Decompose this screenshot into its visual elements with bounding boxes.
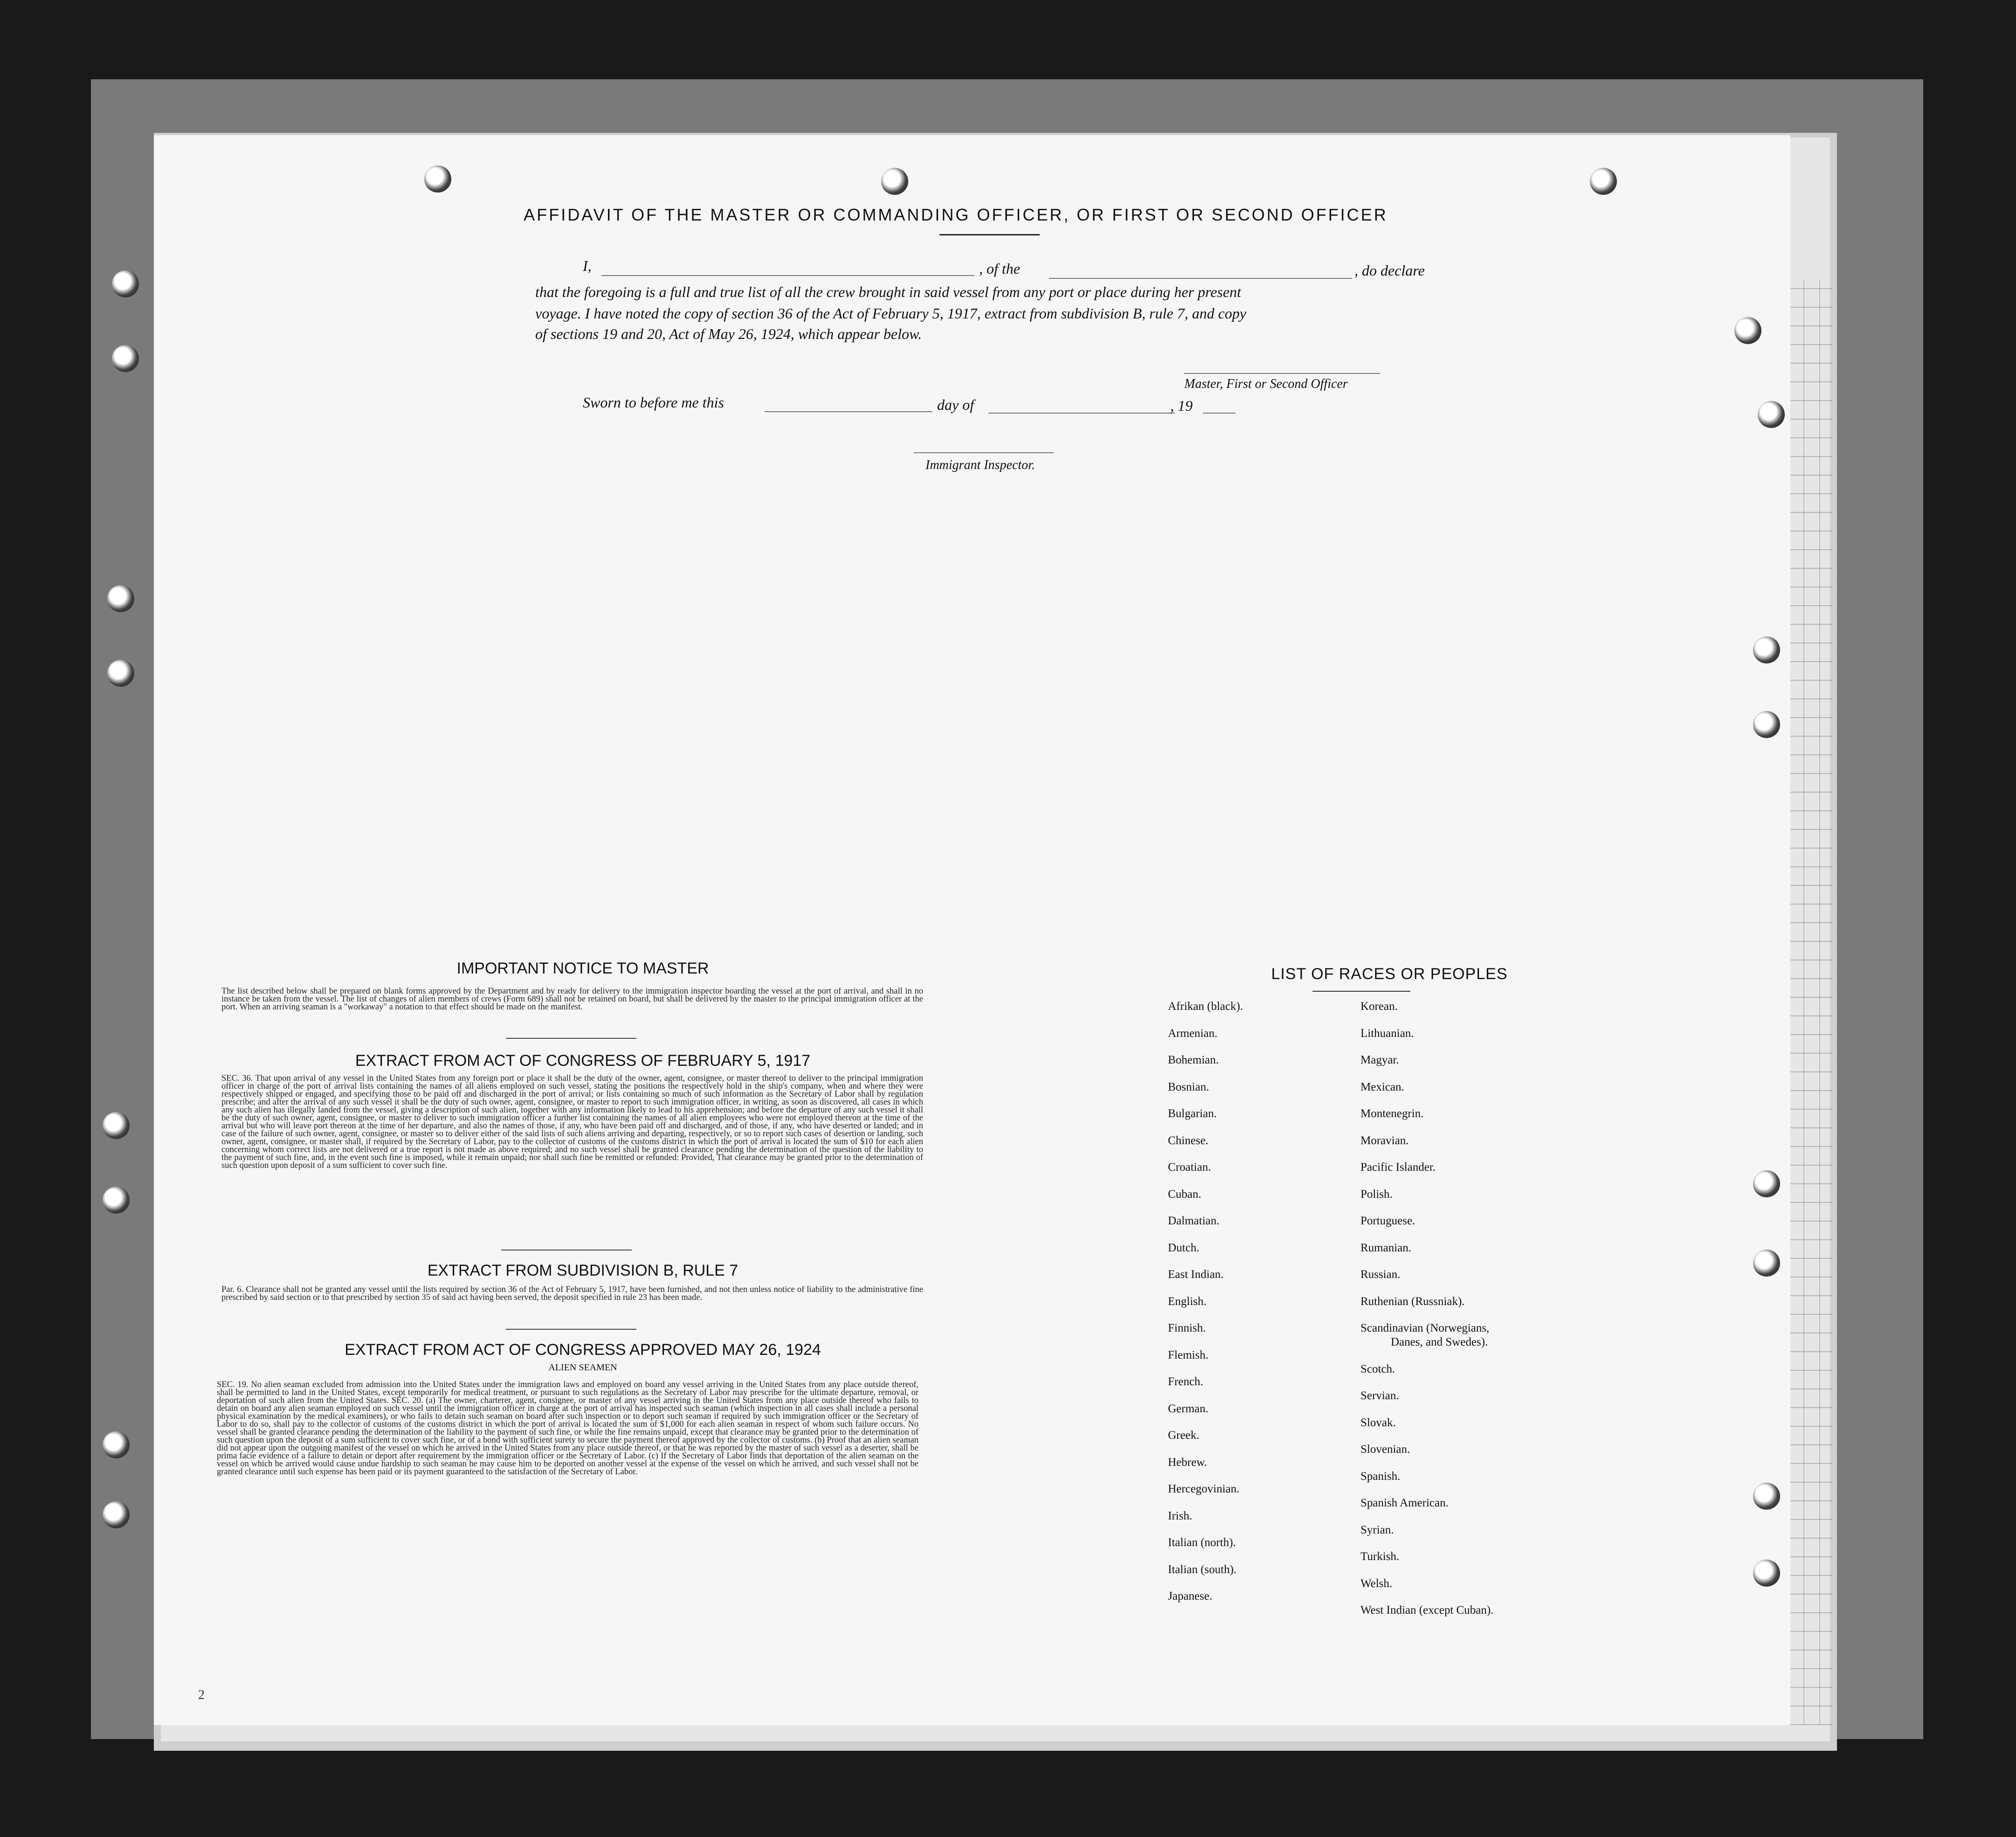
race-item: Rumanian. [1360,1241,1412,1254]
punch-hole [1753,711,1780,738]
race-item: Welsh. [1360,1577,1393,1590]
declaration-line-2: that the foregoing is a full and true list of all the crew brought in said vessel from any port or place during her present [535,283,1241,300]
race-item: Flemish. [1168,1348,1208,1361]
race-item: Ruthenian (Russniak). [1360,1295,1465,1308]
extract-1924-heading: EXTRACT FROM ACT OF CONGRESS APPROVED MAY 26, 1924 [345,1341,821,1359]
punch-hole [107,660,134,687]
race-item: Irish. [1168,1509,1193,1522]
race-item: Greek. [1168,1429,1200,1442]
inspector-label: Immigrant Inspector. [925,458,1035,472]
race-item: Italian (south). [1168,1563,1237,1576]
race-item: Bohemian. [1168,1054,1219,1066]
declaration-of-the: , of the [979,260,1020,277]
affidavit-title: AFFIDAVIT OF THE MASTER OR COMMANDING OFFICER, OR FIRST OR SECOND OFFICER [524,205,1388,224]
race-item: East Indian. [1168,1268,1224,1281]
inspector-signature-line[interactable] [914,452,1054,453]
declaration-line-3: voyage. I have noted the copy of section 36 of the Act of February 5, 1917, extract from subdivision B, rule 7, and copy [535,305,1246,322]
notice-text: The list described below shall be prepared on blank forms approved by the Department and by ready for delivery to the immigration inspector boarding the vessel at the port of arrival, and shall in no instance be taken from the vessel. The list of changes of alien members of crews (Form 689) shall not be retained on board, but shall be delivered by the master to the principal immigration officer at the port. When an arriving seaman is a "workaway" a notation to that effect should be made on the manifest. [221,988,923,1012]
punch-hole [1753,1483,1780,1510]
race-item: Korean. [1360,1000,1398,1013]
declaration-i: I, [583,257,592,274]
race-item: Croatian. [1168,1161,1211,1174]
race-item: Portuguese. [1360,1215,1415,1227]
race-item: Italian (north). [1168,1536,1236,1549]
race-item: German. [1168,1402,1208,1415]
punch-hole [881,168,908,195]
extract-1917-text: SEC. 36. That upon arrival of any vessel in the United States from any foreign port or place it shall be the duty of the owner, agent, consignee, or master thereof to deliver to the principal immigration officer in charge of the port of arrival lists containing the names of all aliens employed on such vessel, stating the positions the respectively hold in the ship's company, when and where they were respectively shipped or engaged, and specifying those to be paid off and discharged in the port of arrival; or lists containing so much of such information as the Secretary of Labor shall by regulation prescribe; and after the arrival of any such vessel it shall be the duty of such owner, agent, consignee, or master to report to such immigration officer, in writing, as soon as discovered, all cases in which any such alien has illegally landed from the vessel, giving a description of such alien, together with any information likely to lead to his apprehension; and before the departure of any such vessel it shall be the duty of such owner, agent, consignee, or master to deliver to such immigration officer a further list containing the names of all alien employees who were not employed thereon at the time of the arrival but who will leave port thereon at the time of her departure, and also the names of those, if any, who have been paid off and discharged, and of those, if any, who have deserted or landed; and in case of the failure of such owner, agent, consignee, or master so to deliver either of the said lists of such aliens arriving and departing, respectively, or so to report such cases of desertion or landing, such owner, agent, consignee, or master shall, if required by the Secretary of Labor, pay to the collector of customs of the customs district in which the port of arrival is located the sum of $10 for each alien concerning whom correct lists are not delivered or a true report is not made as above required; and no such vessel shall be granted clearance pending the determination of the question of the liability to the payment of such fine, and, in the event such fine is imposed, while it remain unpaid; nor shall such fine be remitted or refunded: Provided, That clearance may be granted prior to the determination of such question upon deposit of a sum sufficient to cover such fine. [221,1075,923,1170]
sworn-label: Sworn to before me this [583,394,724,411]
race-item: Dutch. [1168,1241,1200,1254]
race-item: Slovenian. [1360,1443,1410,1456]
punch-hole [1753,1250,1780,1277]
race-item: Scotch. [1360,1362,1395,1375]
race-item: French. [1168,1375,1203,1388]
punch-hole [112,270,139,297]
notice-heading: IMPORTANT NOTICE TO MASTER [456,960,709,977]
race-item: Chinese. [1168,1134,1208,1147]
race-item: West Indian (except Cuban). [1360,1604,1494,1616]
race-item: Spanish. [1360,1470,1401,1483]
race-item: Mexican. [1360,1080,1404,1093]
extract-1924-text: SEC. 19. No alien seaman excluded from admission into the United States under the immigration laws and employed on board any vessel arriving in the United States from any place outside thereof, shall be permitted to land in the United States, except temporarily for medical treatment, or pursuant to such regulations as the Secretary of Labor may prescribe for the ultimate departure, removal, or deportation of such alien from the United States. SEC. 20. (a) The owner, charterer, agent, consignee, or master of any vessel arriving in the United States from any place outside thereof who fails to detain on board any alien seaman employed on such vessel until the immigration officer in charge at the port of arrival has inspected such seaman (which inspection in all cases shall include a personal physical examination by the medical examiners), or who fails to detain such seaman on board after such inspection or to deport such seaman if required by such immigration officer or the Secretary of Labor to do so, shall pay to the collector of customs of the customs district in which the port of arrival is located the sum of $1,000 for each alien seaman in respect of whom such failure occurs. No vessel shall be granted clearance pending the determination of the liability to the payment of such fine, or while the fine remains unpaid, except that clearance may be granted prior to the determination of such question upon the deposit of a sum sufficient to cover such fine, or of a bond with sufficient surety to secure the payment thereof approved by the collector of customs. (b) Proof that an alien seaman did not appear upon the outgoing manifest of the vessel on which he arrived in the United States from any place outside thereof, or that he was reported by the master of such vessel as a deserter, shall be prima facie evidence of a failure to detain or deport after requirement by the immigration officer or the Secretary of Labor. (c) If the Secretary of Labor finds that deportation of the alien seaman on the vessel on which he arrived would cause undue hardship to such seaman he may cause him to be deported on another vessel at the expense of the vessel on which he arrived, and such vessel shall not be granted clearance until such expense has been paid or its payment guaranteed to the satisfaction of the Secretary of Labor. [217,1381,918,1477]
declaration-line-4: of sections 19 and 20, Act of May 26, 1924, which appear below. [535,325,922,342]
punch-hole [103,1431,130,1458]
punch-hole [112,345,139,372]
extract-rule7-text: Par. 6. Clearance shall not be granted any vessel until the lists required by section 36 of the Act of February 5, 1917, have been furnished, and not then unless notice of liability to the administrative fine prescribed by said section or to that prescribed by section 35 of said act having been served, the deposit specified in rule 23 has been made. [221,1286,923,1302]
name-blank[interactable] [601,275,974,276]
margin-mark: 2 [198,1688,205,1702]
extract-1924-subheading: ALIEN SEAMEN [548,1362,617,1373]
master-label: Master, First or Second Officer [1184,377,1348,391]
year-label: , 19 [1170,397,1193,414]
punch-hole [1734,317,1761,344]
punch-hole [103,1187,130,1214]
race-item: Scandinavian (Norwegians, [1360,1322,1490,1334]
punch-hole [1753,636,1780,663]
divider [506,1329,636,1330]
races-heading: LIST OF RACES OR PEOPLES [1271,965,1508,983]
race-item: Bosnian. [1168,1080,1209,1093]
race-item: Danes, and Swedes). [1391,1336,1488,1348]
extract-1917-heading: EXTRACT FROM ACT OF CONGRESS OF FEBRUARY 5, 1917 [355,1052,811,1070]
race-item: Hebrew. [1168,1456,1207,1469]
races-underline [1312,991,1410,992]
race-item: Cuban. [1168,1188,1201,1201]
race-item: English. [1168,1295,1207,1308]
vessel-blank[interactable] [1049,278,1352,279]
punch-hole [103,1112,130,1139]
race-item: Russian. [1360,1268,1401,1281]
punch-hole [1590,168,1617,195]
race-item: Armenian. [1168,1027,1218,1040]
race-item: Hercegovinian. [1168,1483,1240,1495]
divider [506,1038,636,1039]
punch-hole [424,166,451,193]
day-of-label: day of [937,396,974,413]
race-item: Moravian. [1360,1134,1409,1147]
race-item: Slovak. [1360,1416,1396,1429]
race-item: Spanish American. [1360,1497,1449,1509]
race-item: Afrikan (black). [1168,1000,1243,1013]
sworn-day-blank[interactable] [765,411,932,412]
punch-hole [107,585,134,612]
punch-hole [1753,1170,1780,1197]
master-signature-line[interactable] [1184,373,1380,374]
race-item: Magyar. [1360,1054,1399,1066]
race-item: Turkish. [1360,1550,1400,1563]
race-item: Servian. [1360,1389,1399,1402]
sworn-month-blank[interactable] [988,413,1175,414]
race-item: Dalmatian. [1168,1215,1220,1227]
race-item: Lithuanian. [1360,1027,1414,1040]
punch-hole [103,1501,130,1528]
punch-hole [1758,401,1785,428]
race-item: Japanese. [1168,1590,1213,1602]
title-underline [939,234,1040,235]
race-item: Polish. [1360,1188,1393,1201]
punch-hole [1753,1560,1780,1587]
race-item: Pacific Islander. [1360,1161,1436,1174]
year-blank[interactable] [1203,413,1236,414]
extract-rule7-heading: EXTRACT FROM SUBDIVISION B, RULE 7 [427,1262,739,1279]
declaration-do-declare: , do declare [1354,262,1425,279]
race-item: Syrian. [1360,1523,1394,1536]
race-item: Finnish. [1168,1322,1206,1334]
race-item: Bulgarian. [1168,1107,1217,1120]
race-item: Montenegrin. [1360,1107,1424,1120]
